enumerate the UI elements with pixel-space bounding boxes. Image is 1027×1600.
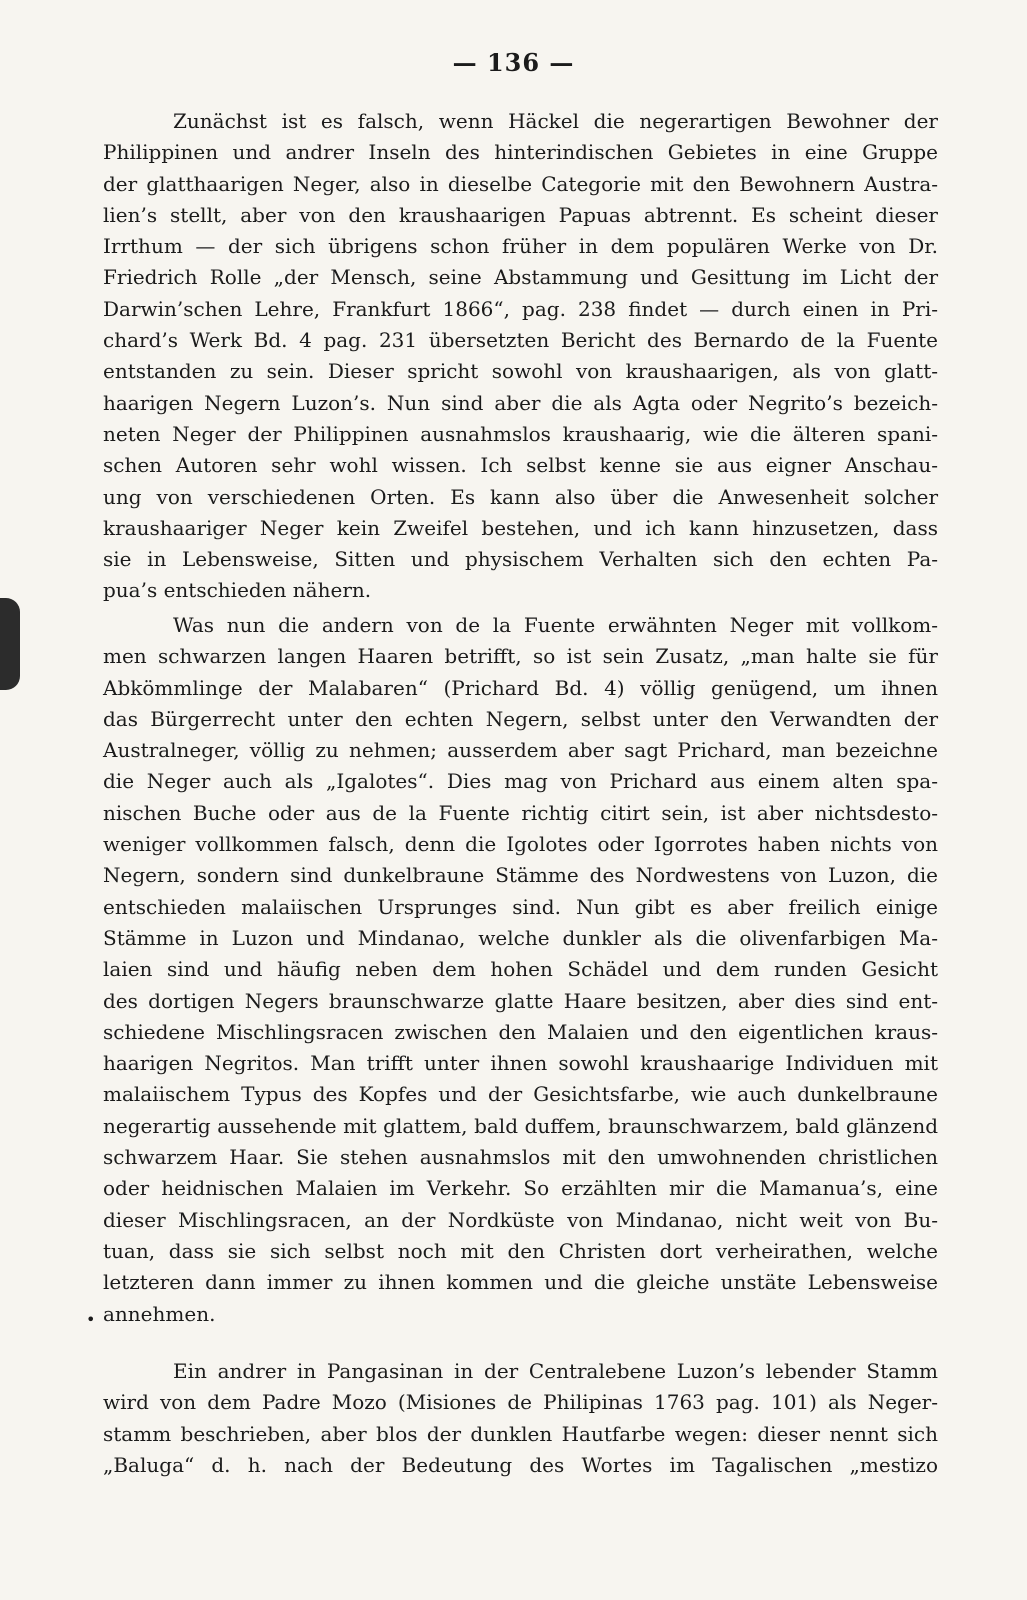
text-line: der glatthaarigen Neger, also in dieselbe Categorie mit den Bewohnern Austra- [103,171,938,196]
paragraph-2 [103,610,938,1330]
text-line: Darwin’schen Lehre, Frankfurt 1866“, pag. 238 findet — durch einen in Pri- [103,296,938,321]
text-line: Australneger, völlig zu nehmen; ausserdem aber sagt Prichard, man bezeichne [103,738,938,763]
text-line: des dortigen Negers braunschwarze glatte Haare besitzen, aber dies sind ent- [103,988,938,1013]
text-line: Ein andrer in Pangasinan in der Centralebene Luzon’s lebender Stamm [173,1359,938,1383]
text-line: neten Neger der Philippinen ausnahmslos kraushaarig, wie die älteren spani- [103,421,938,446]
text-line: „Baluga“ d. h. nach der Bedeutung des Wortes im Tagalischen „mestizo [103,1452,938,1477]
text-line: nischen Buche oder aus de la Fuente richtig citirt sein, ist aber nichtsdesto- [103,800,938,825]
text-line: schen Autoren sehr wohl wissen. Ich selbst kenne sie aus eigner Anschau- [103,453,938,478]
text-line: das Bürgerrecht unter den echten Negern, selbst unter den Verwandten der [103,706,938,731]
text-line: schwarzem Haar. Sie stehen ausnahmslos mit den umwohnenden christlichen [103,1145,938,1170]
text-line: entschieden malaiischen Ursprunges sind. Nun gibt es aber freilich einige [103,894,938,919]
text-line: annehmen. [103,1301,216,1326]
margin-mark: • [86,1310,96,1329]
text-line: Philippinen und andrer Inseln des hinterindischen Gebietes in eine Gruppe [103,140,938,165]
text-line: ung von verschiedenen Orten. Es kann also über die Anwesenheit solcher [103,484,938,509]
text-line: Was nun die andern von de la Fuente erwähnten Neger mit vollkom- [173,613,938,637]
text-line: stamm beschrieben, aber blos der dunklen Hautfarbe wegen: dieser nennt sich [103,1421,938,1446]
text-line: pua’s entschieden nähern. [103,578,372,603]
text-line: men schwarzen langen Haaren betrifft, so ist sein Zusatz, „man halte sie für [103,644,938,669]
text-line: Zunächst ist es falsch, wenn Häckel die negerartigen Bewohner der [173,109,938,133]
text-line: oder heidnischen Malaien im Verkehr. So erzählten mir die Mamanua’s, eine [103,1176,938,1201]
text-line: negerartig aussehende mit glattem, bald duffem, braunschwarzem, bald glänzend [103,1113,938,1138]
text-line: laien sind und häufig neben dem hohen Schädel und dem runden Gesicht [103,957,938,982]
text-line: dieser Mischlingsracen, an der Nordküste von Mindanao, nicht weit von Bu- [103,1207,938,1232]
text-line: kraushaariger Neger kein Zweifel bestehen, und ich kann hinzusetzen, dass [103,515,938,540]
page-number: — 136 — [452,48,575,77]
text-line: Irrthum — der sich übrigens schon früher in dem populären Werke von Dr. [103,234,938,259]
text-line: weniger vollkommen falsch, denn die Igolotes oder Igorrotes haben nichts von [103,832,938,857]
paragraph-1 [103,106,938,607]
text-line: sie in Lebensweise, Sitten und physischem Verhalten sich den echten Pa- [103,547,938,572]
text-line: entstanden zu sein. Dieser spricht sowohl von kraushaarigen, als von glatt- [103,359,938,384]
text-line: Stämme in Luzon und Mindanao, welche dunkler als die olivenfarbigen Ma- [103,925,938,950]
text-line: die Neger auch als „Igalotes“. Dies mag von Prichard aus einem alten spa- [103,769,938,794]
paragraph-3 [103,1356,938,1481]
text-line: Friedrich Rolle „der Mensch, seine Abstammung und Gesittung im Licht der [103,265,938,290]
text-line: Abkömmlinge der Malabaren“ (Prichard Bd. 4) völlig genügend, um ihnen [103,675,938,700]
text-line: schiedene Mischlingsracen zwischen den Malaien und den eigentlichen kraus- [103,1019,938,1044]
text-line: wird von dem Padre Mozo (Misiones de Philipinas 1763 pag. 101) als Neger- [103,1390,938,1415]
text-line: letzteren dann immer zu ihnen kommen und die gleiche unstäte Lebensweise [103,1270,938,1295]
text-line: lien’s stellt, aber von den kraushaarigen Papuas abtrennt. Es scheint dieser [103,202,938,227]
text-line: haarigen Negern Luzon’s. Nun sind aber die als Agta oder Negrito’s bezeich- [103,390,938,415]
text-line: chard’s Werk Bd. 4 pag. 231 übersetzten Bericht des Bernardo de la Fuente [103,328,938,353]
page-edge-smudge [0,598,20,690]
text-line: tuan, dass sie sich selbst noch mit den Christen dort verheirathen, welche [103,1238,938,1263]
text-line: malaiischem Typus des Kopfes und der Gesichtsfarbe, wie auch dunkelbraune [103,1082,938,1107]
text-line: haarigen Negritos. Man trifft unter ihnen sowohl kraushaarige Individuen mit [103,1051,938,1076]
text-line: Negern, sondern sind dunkelbraune Stämme des Nordwestens von Luzon, die [103,863,938,888]
